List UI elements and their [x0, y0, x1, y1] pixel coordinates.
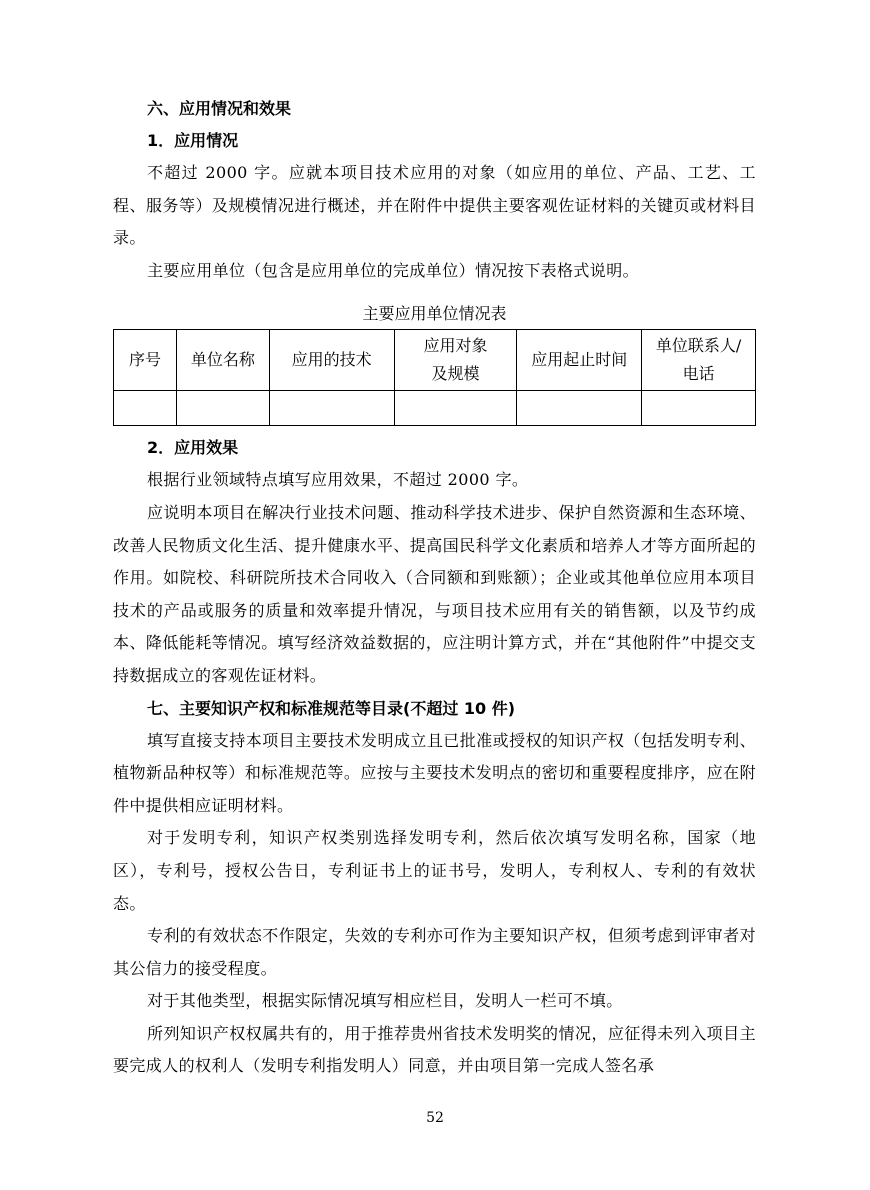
paragraph: 对于发明专利，知识产权类别选择发明专利，然后依次填写发明名称，国家（地区），专利号，授权公告日，专利证书上的证书号，发明人，专利权人、专利的有效状态。: [113, 828, 756, 913]
paragraph: 对于其他类型，根据实际情况填写相应栏目，发明人一栏可不填。: [147, 991, 623, 1011]
paragraph: 根据行业领域特点填写应用效果，不超过 2000 字。: [147, 470, 529, 490]
table-cell: [517, 391, 642, 426]
paragraph: 应说明本项目在解决行业技术问题、推动科学技术进步、保护自然资源和生态环境、改善人民物质文化生活、提升健康水平、提高国民科学文化素质和培养人才等方面所起的作用。如院校、科研院所技术合同收入（合同额和到账额）；企业或其他单位应用本项目技术的产品或服务的质量和效率提升情况，与项目技术应用有关的销售额，以及节约成本、降低能耗等情况。填写经济效益数据的，应注明计算方式，并在“其他附件”中提交支持数据成立的客观佐证材料。: [113, 502, 756, 685]
table-cell: [394, 391, 517, 426]
paragraph: 填写直接支持本项目主要技术发明成立且已批准或授权的知识产权（包括发明专利、植物新品种权等）和标准规范等。应按与主要技术发明点的密切和重要程度排序，应在附件中提供相应证明材料。: [113, 730, 756, 815]
application-units-table: [113, 329, 756, 426]
subsection-application-heading: 1．应用情况: [147, 131, 239, 150]
header-line: 应用对象: [423, 336, 488, 356]
header-line: 电话: [682, 364, 715, 384]
table-cell: [176, 391, 269, 426]
table-caption: 主要应用单位情况表: [362, 304, 507, 324]
column-header-application-period: 应用起止时间: [517, 330, 642, 391]
table-cell: [114, 391, 177, 426]
paragraph: 主要应用单位（包含是应用单位的完成单位）情况按下表格式说明。: [147, 260, 640, 280]
paragraph: 不超过 2000 字。应就本项目技术应用的对象（如应用的单位、产品、工艺、工程、服务等）及规模情况进行概述，并在附件中提供主要客观佐证材料的关键页或材料目录。: [113, 163, 756, 248]
table-row: [114, 391, 756, 426]
paragraph: 专利的有效状态不作限定，失效的专利亦可作为主要知识产权，但须考虑到评审者对其公信力的接受程度。: [113, 926, 756, 978]
paragraph: 所列知识产权权属共有的，用于推荐贵州省技术发明奖的情况，应征得未列入项目主要完成人的权利人（发明专利指发明人）同意，并由项目第一完成人签名承: [113, 1023, 756, 1076]
page-content: [113, 93, 756, 1083]
column-header-application-object: [394, 330, 517, 391]
page-number: 52: [426, 1110, 444, 1126]
section-7-heading: 七、主要知识产权和标准规范等目录(不超过 10 件): [147, 698, 516, 718]
table-header-row: [114, 330, 756, 391]
column-header-contact: [642, 330, 756, 391]
column-header-unit-name: 单位名称: [176, 330, 269, 391]
column-header-applied-technology: 应用的技术: [269, 330, 394, 391]
header-line: 及规模: [431, 364, 480, 384]
table-cell: [269, 391, 394, 426]
table-cell: [642, 391, 756, 426]
column-header-serial: 序号: [114, 330, 177, 391]
section-6-heading: 六、应用情况和效果: [147, 99, 292, 118]
subsection-effect-heading: 2．应用效果: [147, 438, 239, 458]
header-line: 单位联系人/: [655, 336, 742, 356]
